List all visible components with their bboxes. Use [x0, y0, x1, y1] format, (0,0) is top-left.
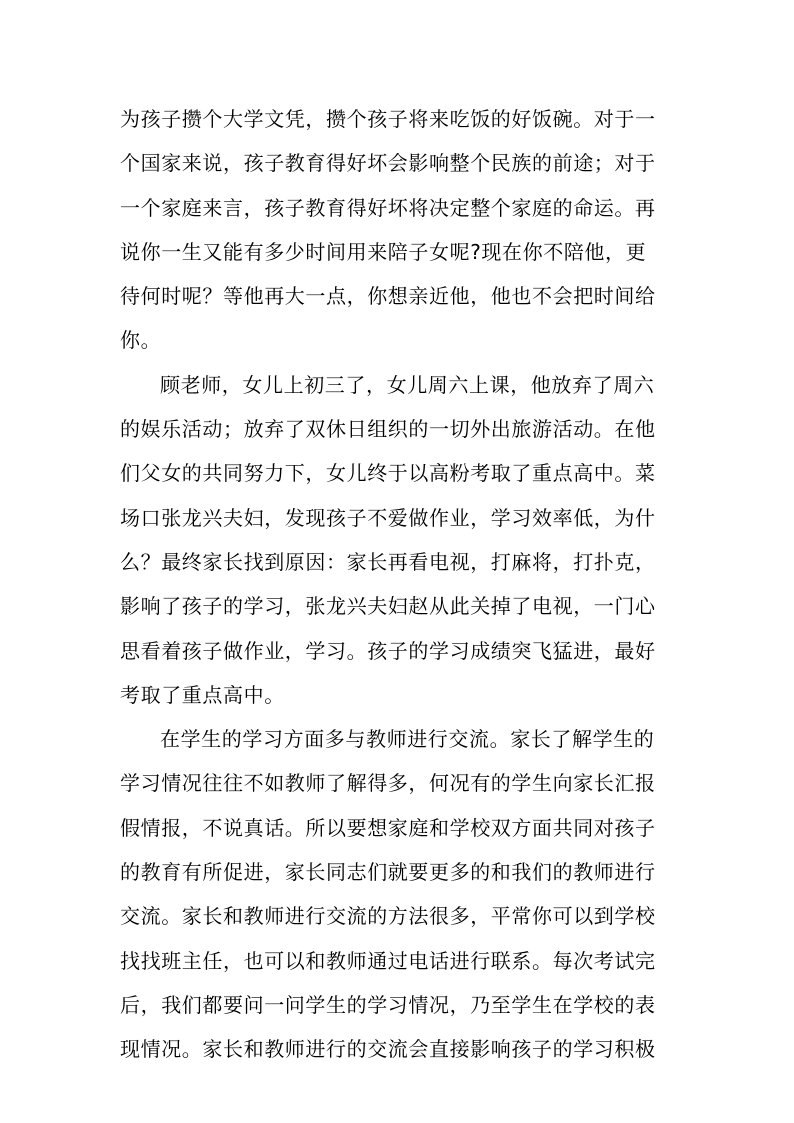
- text-line: 后，我们都要问一问学生的学习情况，乃至学生在学校的表: [120, 992, 656, 1017]
- text-line: 个国家来说，孩子教育得好坏会影响整个民族的前途；对于: [120, 151, 656, 176]
- paragraph-start-line: 在学生的学习方面多与教师进行交流。家长了解学生的: [160, 727, 655, 752]
- text-line: 交流。家长和教师进行交流的方法很多，平常你可以到学校: [120, 904, 656, 929]
- text-line: 你。: [120, 328, 162, 353]
- text-line: 们父女的共同努力下，女儿终于以高粉考取了重点高中。菜: [120, 461, 656, 486]
- text-line: 待何时呢？等他再大一点，你想亲近他，他也不会把时间给: [120, 284, 656, 309]
- text-line: 现情况。家长和教师进行的交流会直接影响孩子的学习积极: [120, 1037, 656, 1062]
- paragraph-start-line: 顾老师，女儿上初三了，女儿周六上课，他放弃了周六: [160, 372, 655, 397]
- text-line: 的娱乐活动；放弃了双休日组织的一切外出旅游活动。在他: [120, 417, 656, 442]
- text-line: 场口张龙兴夫妇，发现孩子不爱做作业，学习效率低，为什: [120, 505, 656, 530]
- text-line: 思看着孩子做作业，学习。孩子的学习成绩突飞猛进，最好: [120, 638, 656, 663]
- text-line: 么？最终家长找到原因：家长再看电视，打麻将，打扑克，: [120, 549, 656, 574]
- text-line: 一个家庭来言，孩子教育得好坏将决定整个家庭的命运。再: [120, 195, 656, 220]
- text-line: 找找班主任，也可以和教师通过电话进行联系。每次考试完: [120, 948, 656, 973]
- text-line: 为孩子攒个大学文凭，攒个孩子将来吃饭的好饭碗。对于一: [120, 107, 656, 131]
- text-line: 的教育有所促进，家长同志们就要更多的和我们的教师进行: [120, 860, 656, 885]
- text-line: 假情报，不说真话。所以要想家庭和学校双方面共同对孩子: [120, 815, 656, 840]
- text-line: 考取了重点高中。: [120, 682, 285, 707]
- body-text: [120, 97, 676, 1072]
- text-line: 影响了孩子的学习，张龙兴夫妇赵从此关掉了电视，一门心: [120, 594, 656, 619]
- text-line: 说你一生又能有多少时间用来陪子女呢?现在你不陪他，更: [120, 239, 647, 264]
- text-line: 学习情况往往不如教师了解得多，何况有的学生向家长汇报: [120, 771, 656, 796]
